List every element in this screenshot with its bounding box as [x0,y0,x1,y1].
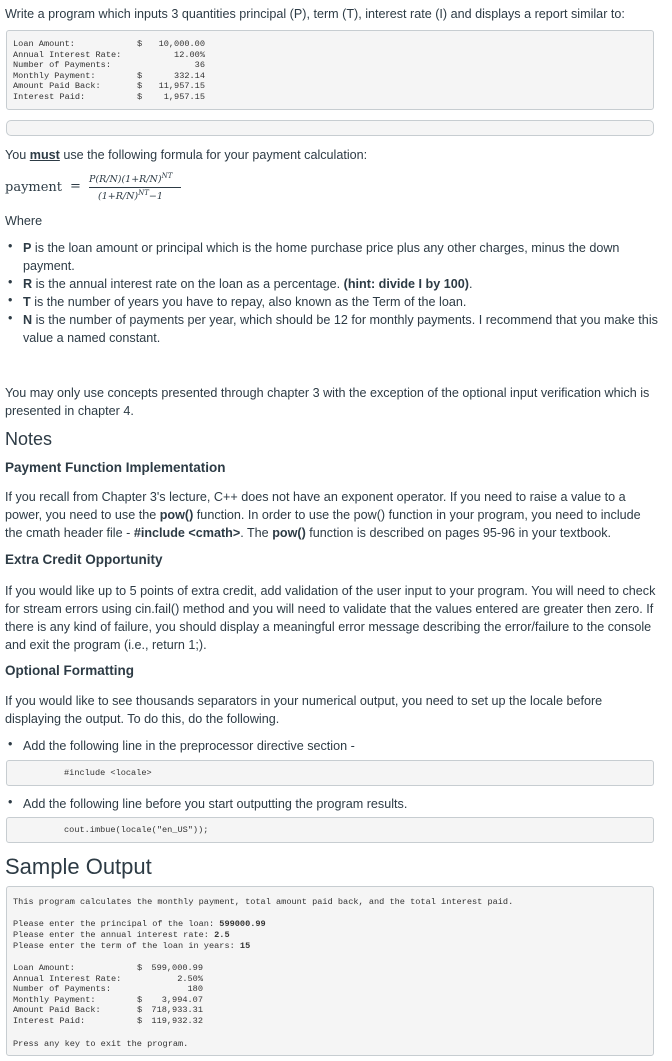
report-currency: $ [137,81,143,91]
report-value: 36 [194,60,205,70]
sample-output-box [6,886,654,1056]
report-label: Amount Paid Back: [13,81,101,91]
bullet-t: T is the number of years you have to repay, also known as the Term of the loan. [23,295,467,309]
report-label: Interest Paid: [13,91,86,102]
report-row [13,81,313,92]
extra-credit-paragraph: If you would like up to 5 points of extra credit, add validation of the user input to your program. You will need to check for stream errors using cin.fail() method and you will need to validate that the values entered are greater then zero. If there is any kind of failure, you should display a meaningful error message describing the error/failure to the console and exit the program (i.e., return 1;). [5,584,656,652]
report-row [13,1005,313,1016]
exit-line: Press any key to exit the program. [13,1039,189,1049]
report-value: 599,000.99 [151,963,203,973]
prompt-principal: Please enter the principal of the loan: 599000.99 [13,919,266,929]
payment-heading: Payment Function Implementation [5,460,226,475]
code-line: cout.imbue(locale("en_US")); [64,825,209,835]
report-value: 2.50% [177,973,203,984]
report-value: 180 [187,984,203,994]
intro-text: Write a program which inputs 3 quantities principal (P), term (T), interest rate (I) and displays a report similar to: [5,7,625,21]
report-row [13,984,313,995]
concepts-text: You may only use concepts presented through chapter 3 with the exception of the optional input verification which is presented in chapter 4. [5,386,650,418]
bullet-r: R is the annual interest rate on the loan as a percentage. (hint: divide I by 100). [23,277,473,291]
step-2-text: Add the following line before you start outputting the program results. [23,797,408,811]
optional-paragraph: If you would like to see thousands separators in your numerical output, you need to set up the locale before displaying the output. To do this, do the following. [5,694,603,726]
report-label: Annual Interest Rate: [13,49,122,60]
code-line: #include <locale> [64,768,152,778]
report-label: Monthly Payment: [13,994,96,1005]
report-currency: $ [137,963,143,973]
report-row [13,963,313,974]
report-value: 3,994.07 [161,994,203,1005]
report-label: Annual Interest Rate: [13,973,122,984]
sample-output-heading: Sample Output [5,854,152,879]
report-value: 11,957.15 [158,81,205,91]
report-row [13,995,313,1006]
prompt-term: Please enter the term of the loan in years: 15 [13,941,251,951]
extra-credit-heading: Extra Credit Opportunity [5,552,163,567]
report-currency: $ [137,1005,143,1015]
report-row [13,92,313,103]
step-1-text: Add the following line in the preprocessor directive section - [23,739,355,753]
report-currency: $ [137,70,143,81]
report-currency: $ [137,1015,143,1026]
prompt-rate: Please enter the annual interest rate: 2.5 [13,930,230,940]
report-currency: $ [137,39,143,49]
bullet-p: P is the loan amount or principal which is the home purchase price plus any other charges, minus the down payment. [23,241,620,273]
formula-intro: You must use the following formula for your payment calculation: [5,148,368,162]
report-currency: $ [137,91,143,102]
report-row [13,974,313,985]
notes-heading: Notes [5,429,53,449]
empty-code-box [6,120,654,136]
code-block-imbue [6,817,654,843]
payment-paragraph: If you recall from Chapter 3's lecture, C++ does not have an exponent operator. If you need to raise a value to a power, you need to use the pow() function. In order to use the pow() function in your program, you need to include the cmath header file - #include <cmath>. The pow() function is described on pages 95-96 in your textbook. [5,490,641,540]
report-value: 1,957.15 [163,91,205,102]
report-label: Number of Payments: [13,984,111,994]
report-value: 332.14 [174,70,205,81]
code-block-include [6,760,654,786]
report-row [13,50,313,61]
optional-heading: Optional Formatting [5,663,134,678]
report-row [13,71,313,82]
report-value: 10,000.00 [158,39,205,49]
report-value: 12.00% [174,49,205,60]
report-row [13,39,313,50]
report-currency: $ [137,994,143,1005]
report-label: Number of Payments: [13,60,111,70]
report-label: Monthly Payment: [13,70,96,81]
bullet-n: N is the number of payments per year, which should be 12 for monthly payments. I recommend that you make this value a named constant. [23,313,658,345]
sample-intro-line: This program calculates the monthly payment, total amount paid back, and the total interest paid. [13,897,514,907]
where-label: Where [5,214,43,228]
report-row [13,60,313,71]
report-label: Amount Paid Back: [13,1005,101,1015]
report-label: Loan Amount: [13,39,75,49]
report-value: 119,932.32 [151,1015,203,1026]
report-value: 718,933.31 [151,1005,203,1015]
report-example-box [6,30,654,110]
report-row [13,1016,313,1027]
payment-formula: payment = $P(R/N)(1+R/N)^{NT}$ $(1+R/N)^{NT}-1$ [5,172,305,208]
report-label: Loan Amount: [13,963,75,973]
report-label: Interest Paid: [13,1015,86,1026]
